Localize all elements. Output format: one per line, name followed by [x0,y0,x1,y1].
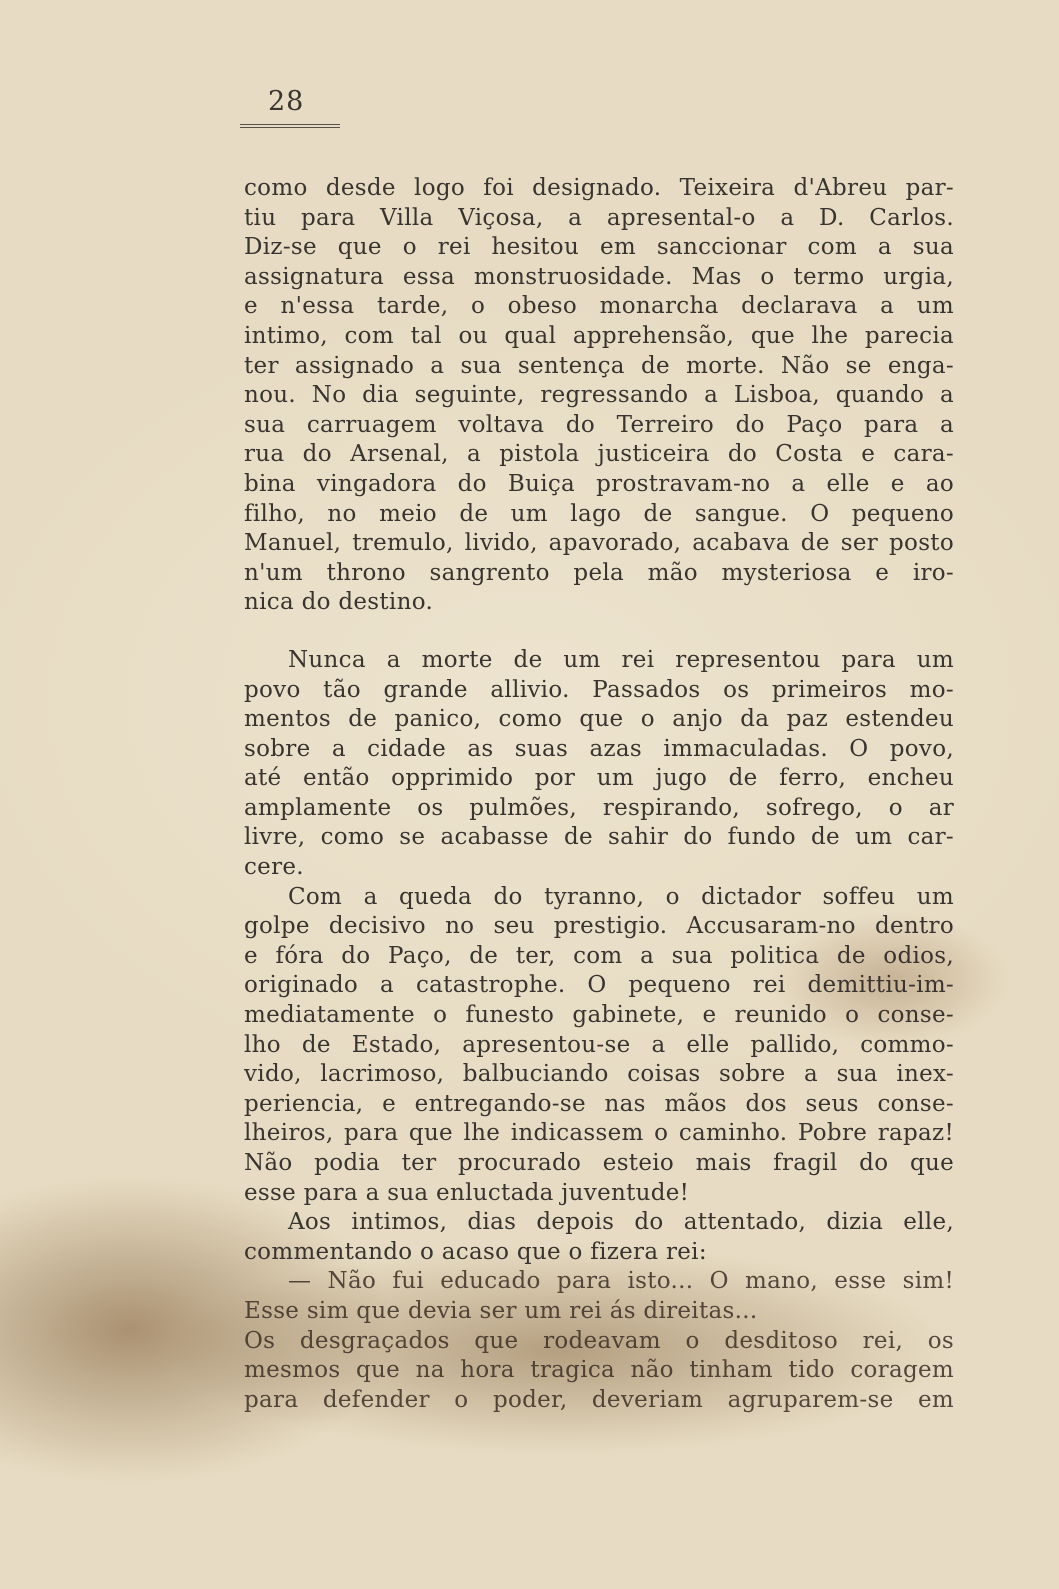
text-line: para defender o poder, deveriam agruparem-se em [244,1386,954,1413]
text-line: cere. [244,854,304,881]
paragraph-gap [244,618,954,646]
text-line: como desde logo foi designado. Teixeira d'Abreu par- [244,175,954,201]
text-line: livre, como se acabasse de sahir do fundo de um car- [244,824,954,851]
text-line: intimo, com tal ou qual apprehensão, que lhe parecia [244,322,954,349]
text-line: mesmos que na hora tragica não tinham tido coragem [244,1357,954,1384]
text-line: — Não fui educado para isto... O mano, esse sim! [288,1268,954,1295]
text-line: nica do destino. [244,589,434,616]
text-line: Manuel, tremulo, livido, apavorado, acabava de ser posto [244,530,954,557]
text-line: Com a queda do tyranno, o dictador soffeu um [288,883,954,910]
body-text [244,174,954,1415]
text-line: Os desgraçados que rodeavam o desditoso rei, os [244,1327,954,1354]
text-line: originado a catastrophe. O pequeno rei demittiu-im- [244,972,954,999]
text-line: lheiros, para que lhe indicassem o caminho. Pobre rapaz! [244,1120,954,1147]
text-line: assignatura essa monstruosidade. Mas o termo urgia, [244,263,954,290]
text-line: golpe decisivo no seu prestigio. Accusaram-no dentro [244,913,954,940]
text-line: amplamente os pulmões, respirando, sofrego, o ar [244,794,954,821]
text-line: Esse sim que devia ser um rei ás direitas... [244,1297,758,1324]
text-line: Nunca a morte de um rei representou para um [288,646,954,673]
text-line: vido, lacrimoso, balbuciando coisas sobre a sua inex- [244,1061,954,1088]
text-line: sobre a cidade as suas azas immaculadas. O povo, [244,735,954,762]
text-line: até então opprimido por um jugo de ferro, encheu [244,765,954,792]
text-line: e fóra do Paço, de ter, com a sua politica de odios, [244,942,954,969]
text-line: mediatamente o funesto gabinete, e reunido o conse- [244,1002,954,1029]
text-line: rua do Arsenal, a pistola justiceira do Costa e cara- [244,441,954,468]
header-rule [240,124,340,128]
text-line: Aos intimos, dias depois do attentado, dizia elle, [288,1209,954,1236]
text-line: n'um throno sangrento pela mão mysteriosa e iro- [244,559,954,586]
text-line: lho de Estado, apresentou-se a elle pallido, commo- [244,1031,954,1058]
text-line: periencia, e entregando-se nas mãos dos seus conse- [244,1090,954,1117]
text-line: ter assignado a sua sentença de morte. Não se enga- [244,352,954,379]
text-line: esse para a sua enluctada juventude! [244,1179,690,1206]
text-line: filho, no meio de um lago de sangue. O pequeno [244,500,954,527]
text-line: e n'essa tarde, o obeso monarcha declarava a um [244,293,954,320]
text-line: sua carruagem voltava do Terreiro do Paço para a [244,411,954,438]
text-line: povo tão grande allivio. Passados os primeiros mo- [244,676,954,703]
text-line: commentando o acaso que o fizera rei: [244,1238,707,1265]
text-line: Não podia ter procurado esteio mais fragil do que [244,1150,954,1176]
text-line: tiu para Villa Viçosa, a apresental-o a D. Carlos. [244,204,954,231]
text-line: bina vingadora do Buiça prostravam-no a elle e ao [244,470,954,497]
text-line: nou. No dia seguinte, regressando a Lisboa, quando a [244,382,954,409]
text-line: mentos de panico, como que o anjo da paz estendeu [244,706,954,733]
text-line: Diz-se que o rei hesitou em sanccionar com a sua [244,234,954,261]
page-number: 28 [268,86,305,117]
